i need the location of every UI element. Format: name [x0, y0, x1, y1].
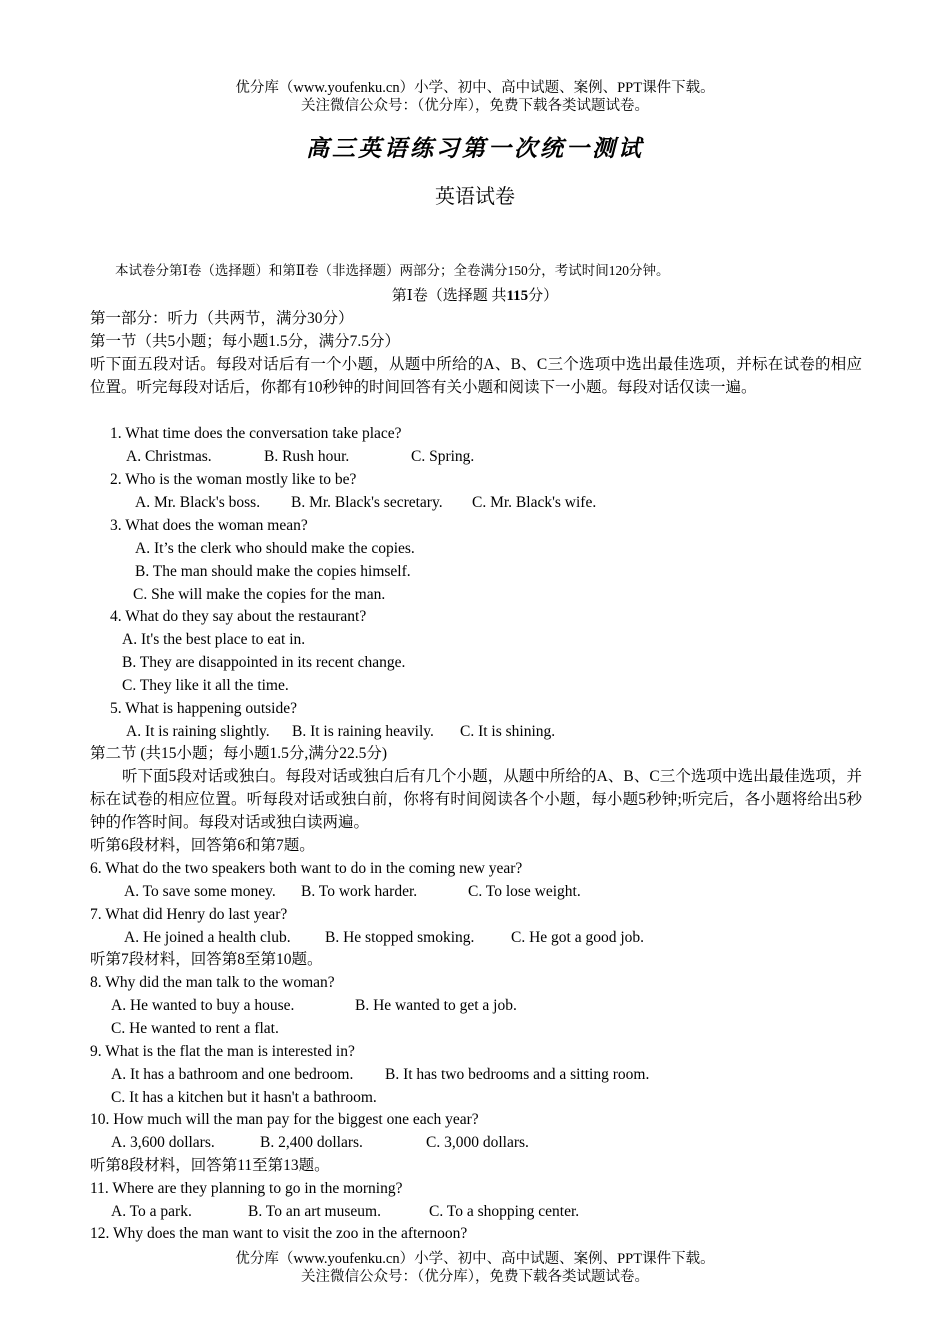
site-footer-line2: 关注微信公众号：（优分库），免费下载各类试题试卷。: [301, 1269, 649, 1285]
question-10-option-a[interactable]: A. 3,600 dollars.: [111, 1134, 215, 1151]
question-3-stem: 3. What does the woman mean?: [110, 517, 308, 534]
question-9-stem: 9. What is the flat the man is interested in?: [90, 1043, 355, 1060]
question-1-option-a[interactable]: A. Christmas.: [126, 448, 212, 465]
question-12-stem: 12. Why does the man want to visit the zoo in the afternoon?: [90, 1225, 468, 1242]
question-2-stem: 2. Who is the woman mostly like to be?: [110, 471, 357, 488]
volume1-text: 第Ⅰ卷（选择题 共: [391, 288, 507, 304]
question-3-option-b[interactable]: B. The man should make the copies himself.: [135, 563, 411, 580]
question-3-option-c[interactable]: C. She will make the copies for the man.: [133, 586, 386, 603]
question-8-option-a[interactable]: A. He wanted to buy a house.: [111, 997, 295, 1014]
volume1-score: 115: [506, 288, 529, 304]
question-10-option-b[interactable]: B. 2,400 dollars.: [260, 1134, 363, 1151]
question-11-stem: 11. Where are they planning to go in the morning?: [90, 1180, 403, 1197]
part1-heading: 第一部分：听力（共两节，满分30分）: [90, 310, 354, 327]
question-1-option-c[interactable]: C. Spring.: [411, 448, 475, 465]
site-footer-line1: 优分库（www.youfenku.cn）小学、初中、高中试题、案例、PPT课件下载。: [235, 1251, 715, 1267]
question-7-stem: 7. What did Henry do last year?: [90, 906, 288, 923]
question-6-option-b[interactable]: B. To work harder.: [301, 883, 418, 900]
section2-instructions: 听下面5段对话或独白。每段对话或独白后有几个小题，从题中所给的A、B、C三个选项中选出最佳选项，并标在试卷的相应位置。听每段对话或独白前，你将有时间阅读各个小题，每小题5秒钟;听完后，各小题将给出5秒钟的作答时间。每段对话或独白读两遍。: [90, 768, 862, 831]
question-2-option-a[interactable]: A. Mr. Black's boss.: [135, 494, 261, 511]
question-9-options: [111, 1063, 649, 1086]
question-6-options: [124, 880, 581, 903]
section1-heading: 第一节（共5小题；每小题1.5分，满分7.5分）: [90, 333, 401, 350]
question-2-options: [135, 491, 596, 514]
question-5-stem: 5. What is happening outside?: [110, 700, 297, 717]
question-5-option-a[interactable]: A. It is raining slightly.: [126, 723, 270, 740]
section1-instructions: 听下面五段对话。每段对话后有一个小题，从题中所给的A、B、C三个选项中选出最佳选项，并标在试卷的相应位置。听完每段对话后，你都有10秒钟的时间回答有关小题和阅读下一小题。每段对话仅读一遍。: [90, 356, 862, 396]
question-8-stem: 8. Why did the man talk to the woman?: [90, 974, 335, 991]
question-9-option-c[interactable]: C. It has a kitchen but it hasn't a bathroom.: [111, 1089, 377, 1106]
site-header-line2: 关注微信公众号：（优分库），免费下载各类试题试卷。: [301, 98, 649, 114]
volume1-suffix: 分）: [528, 288, 559, 304]
question-4-option-c[interactable]: C. They like it all the time.: [122, 677, 289, 694]
question-4-option-b[interactable]: B. They are disappointed in its recent change.: [122, 654, 406, 671]
question-9-option-a[interactable]: A. It has a bathroom and one bedroom.: [111, 1066, 354, 1083]
question-7-options: [124, 926, 644, 949]
question-8-options: [111, 994, 517, 1017]
question-4-stem: 4. What do they say about the restaurant?: [110, 608, 367, 625]
question-8-option-b[interactable]: B. He wanted to get a job.: [355, 997, 517, 1014]
question-3-option-a[interactable]: A. It’s the clerk who should make the copies.: [135, 540, 415, 557]
question-11-option-a[interactable]: A. To a park.: [111, 1203, 192, 1220]
question-5-options: [126, 720, 555, 743]
question-11-option-b[interactable]: B. To an art museum.: [248, 1203, 381, 1220]
material-6-note: 听第6段材料，回答第6和第7题。: [90, 837, 315, 854]
question-1-option-b[interactable]: B. Rush hour.: [264, 448, 350, 465]
question-11-options: [111, 1200, 579, 1223]
question-10-option-c[interactable]: C. 3,000 dollars.: [426, 1134, 529, 1151]
material-8-note: 听第8段材料，回答第11至第13题。: [90, 1157, 330, 1174]
question-5-option-c[interactable]: C. It is shining.: [460, 723, 556, 740]
exam-title: 高三英语练习第一次统一测试: [306, 136, 644, 161]
question-4-option-a[interactable]: A. It's the best place to eat in.: [122, 631, 306, 648]
question-1-options: [126, 445, 474, 468]
question-2-option-c[interactable]: C. Mr. Black's wife.: [472, 494, 597, 511]
exam-subtitle: 英语试卷: [435, 186, 515, 208]
question-9-option-b[interactable]: B. It has two bedrooms and a sitting room.: [385, 1066, 650, 1083]
question-6-stem: 6. What do the two speakers both want to do in the coming new year?: [90, 860, 523, 877]
question-6-option-c[interactable]: C. To lose weight.: [468, 883, 581, 900]
question-7-option-b[interactable]: B. He stopped smoking.: [325, 929, 475, 946]
section2-heading: 第二节 (共15小题；每小题1.5分,满分22.5分): [90, 745, 388, 762]
question-10-options: [111, 1131, 529, 1154]
material-7-note: 听第7段材料，回答第8至第10题。: [90, 951, 323, 968]
question-10-stem: 10. How much will the man pay for the biggest one each year?: [90, 1111, 479, 1128]
question-2-option-b[interactable]: B. Mr. Black's secretary.: [291, 494, 443, 511]
question-5-option-b[interactable]: B. It is raining heavily.: [292, 723, 434, 740]
question-11-option-c[interactable]: C. To a shopping center.: [429, 1203, 580, 1220]
exam-intro: 本试卷分第Ⅰ卷（选择题）和第Ⅱ卷（非选择题）两部分；全卷满分150分，考试时间120分钟。: [115, 263, 670, 278]
question-6-option-a[interactable]: A. To save some money.: [124, 883, 276, 900]
question-8-option-c[interactable]: C. He wanted to rent a flat.: [111, 1020, 279, 1037]
question-7-option-a[interactable]: A. He joined a health club.: [124, 929, 291, 946]
question-7-option-c[interactable]: C. He got a good job.: [511, 929, 645, 946]
site-header-line1: 优分库（www.youfenku.cn）小学、初中、高中试题、案例、PPT课件下载。: [235, 80, 715, 96]
volume1-heading: [0, 286, 950, 306]
question-1-stem: 1. What time does the conversation take place?: [110, 425, 402, 442]
